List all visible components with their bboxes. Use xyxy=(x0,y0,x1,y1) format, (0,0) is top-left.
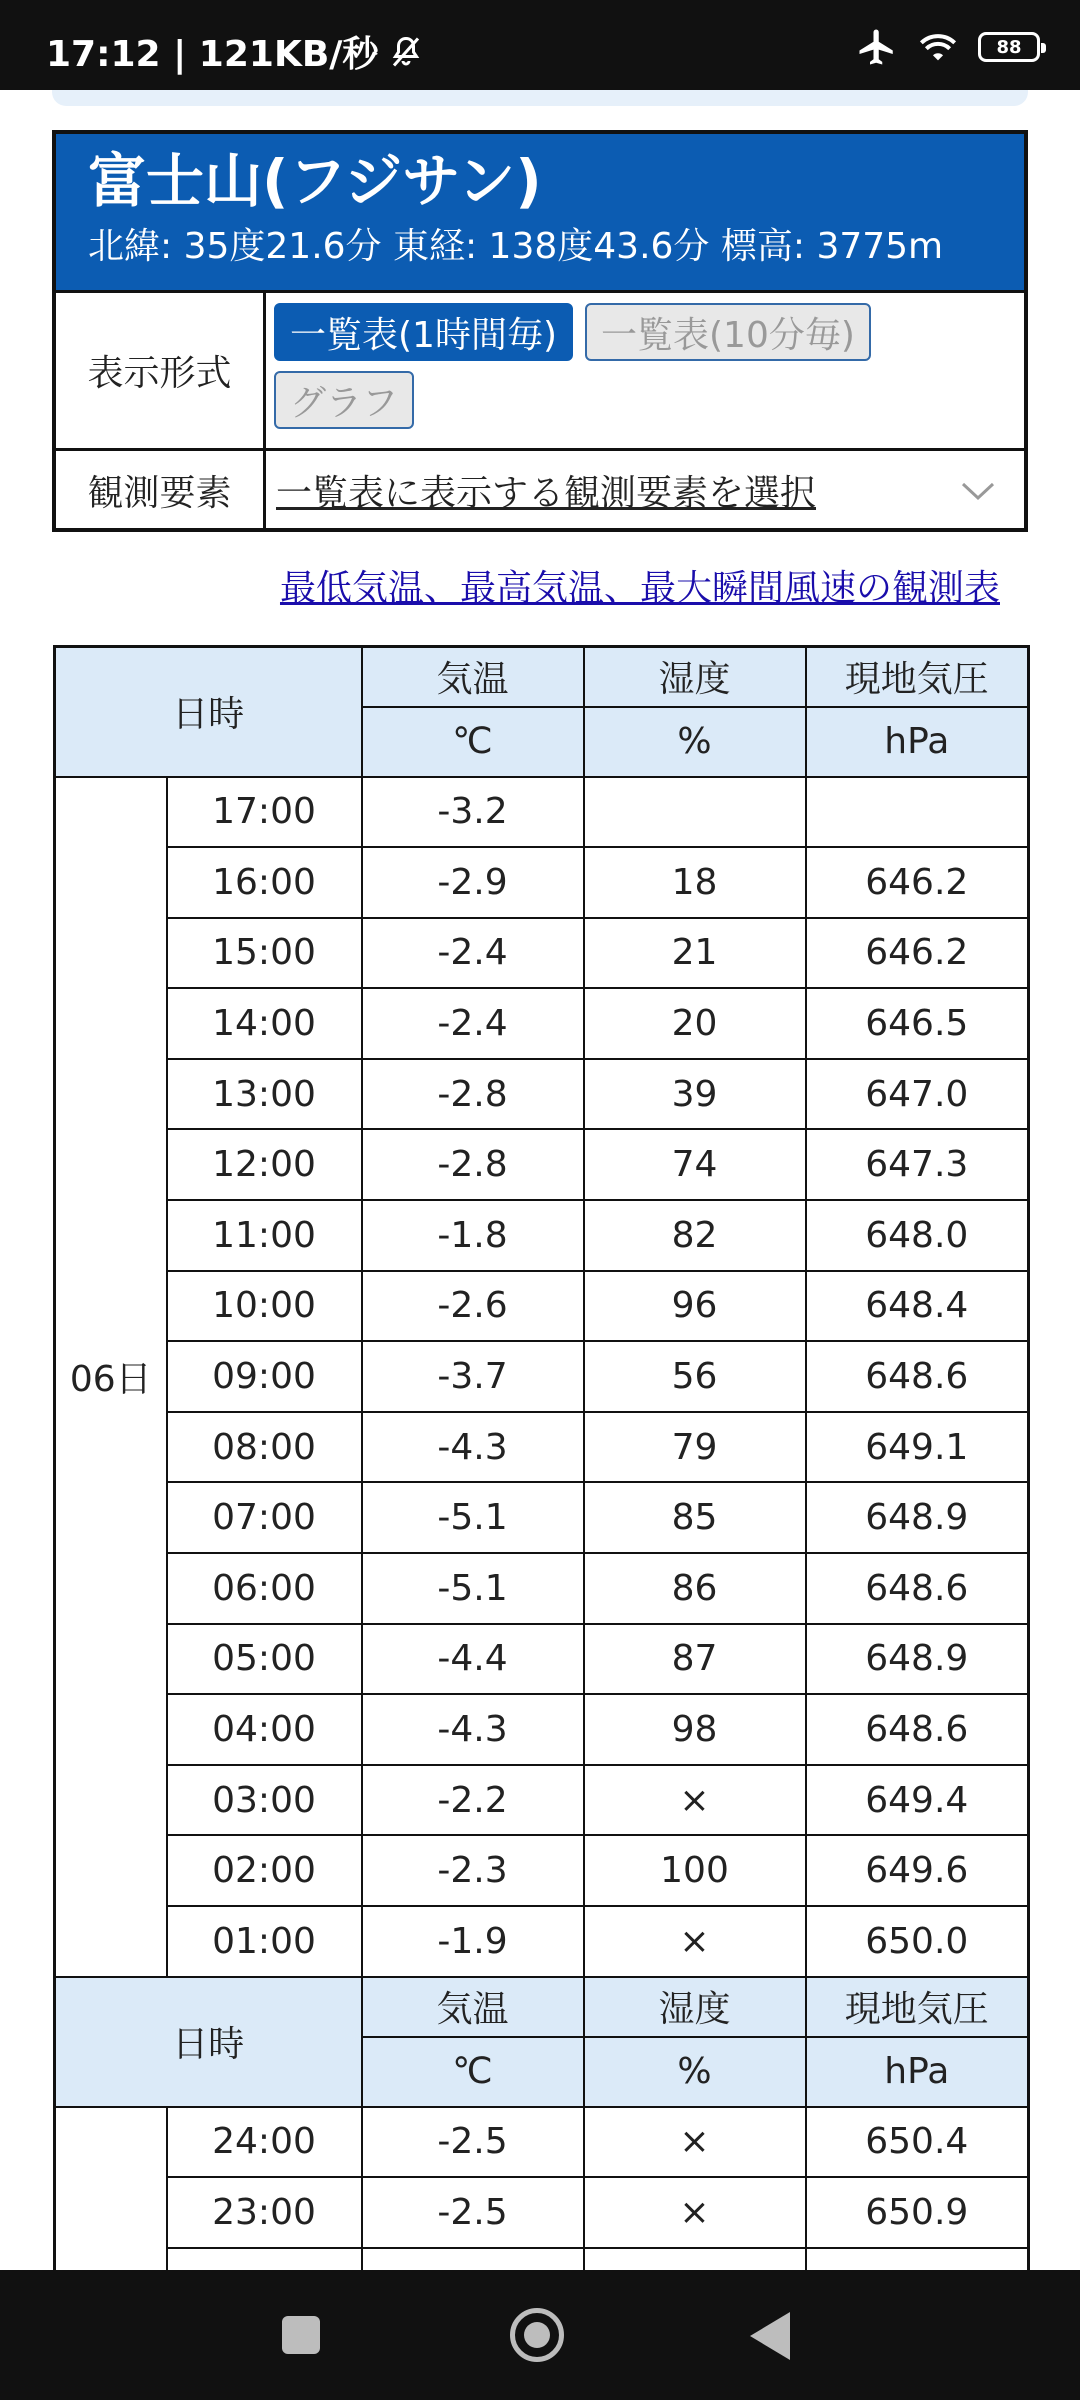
home-icon[interactable] xyxy=(510,2308,564,2362)
humidity-cell: 96 xyxy=(584,1271,806,1342)
recents-icon[interactable] xyxy=(282,2316,320,2354)
pressure-cell: 648.9 xyxy=(806,1624,1029,1695)
table-row xyxy=(55,1835,1029,1906)
observation-table xyxy=(53,645,1030,2270)
humidity-cell: 56 xyxy=(584,1341,806,1412)
table-row xyxy=(55,1482,1029,1553)
temp-cell xyxy=(362,2248,584,2270)
header-temp: 気温 xyxy=(362,1977,584,2037)
header-pressure: 現地気圧 xyxy=(806,647,1029,707)
header-temp-unit: ℃ xyxy=(362,2037,584,2107)
table-row xyxy=(55,1694,1029,1765)
table-row xyxy=(55,1200,1029,1271)
chevron-down-icon xyxy=(960,480,996,502)
pressure-cell: 648.6 xyxy=(806,1341,1029,1412)
time-cell: 14:00 xyxy=(167,988,362,1059)
day2-body xyxy=(55,2107,1029,2270)
temp-cell: -2.2 xyxy=(362,1765,584,1836)
elements-row xyxy=(56,448,1024,530)
format-10min-button[interactable]: 一覧表(10分毎) xyxy=(585,303,871,361)
humidity-cell xyxy=(584,2248,806,2270)
pressure-cell: 647.3 xyxy=(806,1129,1029,1200)
time-cell: 12:00 xyxy=(167,1129,362,1200)
header-humidity-unit: % xyxy=(584,2037,806,2107)
mute-bell-icon xyxy=(388,34,424,70)
min-max-table-link[interactable]: 最低気温、最高気温、最大瞬間風速の観測表 xyxy=(279,568,1000,609)
humidity-cell: 100 xyxy=(584,1835,806,1906)
time-cell: 03:00 xyxy=(167,1765,362,1836)
temp-cell: -3.2 xyxy=(362,777,584,848)
temp-cell: -2.5 xyxy=(362,2177,584,2248)
elements-select[interactable] xyxy=(266,451,1024,530)
header-datetime: 日時 xyxy=(55,647,362,777)
table-row xyxy=(55,1271,1029,1342)
humidity-cell: × xyxy=(584,2107,806,2178)
header-pressure-unit: hPa xyxy=(806,2037,1029,2107)
date-cell xyxy=(55,2107,167,2270)
time-cell: 10:00 xyxy=(167,1271,362,1342)
airplane-icon xyxy=(856,26,898,68)
top-strip xyxy=(52,90,1028,106)
time-cell: 04:00 xyxy=(167,1694,362,1765)
time-cell: 23:00 xyxy=(167,2177,362,2248)
header-humidity: 湿度 xyxy=(584,1977,806,2037)
station-header xyxy=(56,134,1024,290)
temp-cell: -2.4 xyxy=(362,988,584,1059)
temp-cell: -2.4 xyxy=(362,918,584,989)
temp-cell: -2.3 xyxy=(362,1835,584,1906)
header-pressure: 現地気圧 xyxy=(806,1977,1029,2037)
pressure-cell: 646.2 xyxy=(806,918,1029,989)
pressure-cell: 646.2 xyxy=(806,847,1029,918)
battery-level: 88 xyxy=(996,36,1022,58)
table-row xyxy=(55,2177,1029,2248)
table-row xyxy=(55,1059,1029,1130)
time-cell: 06:00 xyxy=(167,1553,362,1624)
wifi-icon xyxy=(916,27,960,67)
table-row xyxy=(55,777,1029,848)
time-cell: 09:00 xyxy=(167,1341,362,1412)
humidity-cell: 82 xyxy=(584,1200,806,1271)
time-cell: 11:00 xyxy=(167,1200,362,1271)
station-panel xyxy=(52,130,1028,532)
humidity-cell: 87 xyxy=(584,1624,806,1695)
time-cell: 16:00 xyxy=(167,847,362,918)
pressure-cell: 649.6 xyxy=(806,1835,1029,1906)
status-time-speed: 17:12 | 121KB/秒 xyxy=(46,34,379,75)
temp-cell: -4.4 xyxy=(362,1624,584,1695)
humidity-cell: 98 xyxy=(584,1694,806,1765)
temp-cell: -2.8 xyxy=(362,1059,584,1130)
header-humidity-unit: % xyxy=(584,707,806,777)
table-row xyxy=(55,847,1029,918)
humidity-cell: × xyxy=(584,1765,806,1836)
display-format-row xyxy=(56,290,1024,448)
table-row xyxy=(55,988,1029,1059)
table-row xyxy=(55,1906,1029,1977)
humidity-cell: 86 xyxy=(584,1553,806,1624)
humidity-cell: 20 xyxy=(584,988,806,1059)
pressure-cell: 649.1 xyxy=(806,1412,1029,1483)
time-cell: 15:00 xyxy=(167,918,362,989)
temp-cell: -4.3 xyxy=(362,1694,584,1765)
temp-cell: -4.3 xyxy=(362,1412,584,1483)
humidity-cell xyxy=(584,777,806,848)
table-row xyxy=(55,918,1029,989)
humidity-cell: × xyxy=(584,1906,806,1977)
pressure-cell: 649.4 xyxy=(806,1765,1029,1836)
header-temp-unit: ℃ xyxy=(362,707,584,777)
humidity-cell: 85 xyxy=(584,1482,806,1553)
status-left xyxy=(46,26,424,77)
date-cell: 06日 xyxy=(55,777,167,1977)
table-row xyxy=(55,1129,1029,1200)
table-row xyxy=(55,2248,1029,2270)
temp-cell: -5.1 xyxy=(362,1553,584,1624)
temp-cell: -2.9 xyxy=(362,847,584,918)
status-bar xyxy=(0,0,1080,90)
pressure-cell: 646.5 xyxy=(806,988,1029,1059)
temp-cell: -2.5 xyxy=(362,2107,584,2178)
back-icon[interactable] xyxy=(750,2312,790,2360)
humidity-cell: 39 xyxy=(584,1059,806,1130)
temp-cell: -2.8 xyxy=(362,1129,584,1200)
pressure-cell xyxy=(806,2248,1029,2270)
humidity-cell: 21 xyxy=(584,918,806,989)
format-graph-button[interactable]: グラフ xyxy=(274,371,414,429)
humidity-cell: × xyxy=(584,2177,806,2248)
time-cell xyxy=(167,2248,362,2270)
pressure-cell: 648.9 xyxy=(806,1482,1029,1553)
header-datetime: 日時 xyxy=(55,1977,362,2107)
temp-cell: -1.8 xyxy=(362,1200,584,1271)
elements-label: 観測要素 xyxy=(56,451,266,530)
pressure-cell: 648.6 xyxy=(806,1553,1029,1624)
temp-cell: -3.7 xyxy=(362,1341,584,1412)
humidity-cell: 74 xyxy=(584,1129,806,1200)
table-row xyxy=(55,1341,1029,1412)
web-page xyxy=(0,90,1080,2270)
humidity-cell: 79 xyxy=(584,1412,806,1483)
header-pressure-unit: hPa xyxy=(806,707,1029,777)
pressure-cell: 647.0 xyxy=(806,1059,1029,1130)
table-row xyxy=(55,1412,1029,1483)
elements-select-text[interactable]: 一覧表に表示する観測要素を選択 xyxy=(276,473,817,514)
table-row xyxy=(55,1624,1029,1695)
display-format-options xyxy=(266,293,1024,448)
table-row xyxy=(55,2107,1029,2178)
pressure-cell: 650.0 xyxy=(806,1906,1029,1977)
pressure-cell xyxy=(806,777,1029,848)
time-cell: 01:00 xyxy=(167,1906,362,1977)
time-cell: 07:00 xyxy=(167,1482,362,1553)
pressure-cell: 648.6 xyxy=(806,1694,1029,1765)
time-cell: 13:00 xyxy=(167,1059,362,1130)
pressure-cell: 648.0 xyxy=(806,1200,1029,1271)
temp-cell: -2.6 xyxy=(362,1271,584,1342)
table-row xyxy=(55,1553,1029,1624)
battery-icon xyxy=(978,32,1040,62)
station-title: 富士山(フジサン) xyxy=(88,147,542,215)
display-format-label: 表示形式 xyxy=(56,293,266,448)
pressure-cell: 650.4 xyxy=(806,2107,1029,2178)
temp-cell: -1.9 xyxy=(362,1906,584,1977)
humidity-cell: 18 xyxy=(584,847,806,918)
time-cell: 02:00 xyxy=(167,1835,362,1906)
time-cell: 08:00 xyxy=(167,1412,362,1483)
format-hourly-button[interactable]: 一覧表(1時間毎) xyxy=(274,303,573,361)
table-row xyxy=(55,1765,1029,1836)
time-cell: 24:00 xyxy=(167,2107,362,2178)
pressure-cell: 650.9 xyxy=(806,2177,1029,2248)
status-right xyxy=(856,26,1040,68)
pressure-cell: 648.4 xyxy=(806,1271,1029,1342)
navigation-bar xyxy=(0,2270,1080,2400)
temp-cell: -5.1 xyxy=(362,1482,584,1553)
day1-body xyxy=(55,777,1029,1977)
time-cell: 05:00 xyxy=(167,1624,362,1695)
header-humidity: 湿度 xyxy=(584,647,806,707)
station-coords: 北緯: 35度21.6分 東経: 138度43.6分 標高: 3775m xyxy=(88,226,944,267)
time-cell: 17:00 xyxy=(167,777,362,848)
header-temp: 気温 xyxy=(362,647,584,707)
